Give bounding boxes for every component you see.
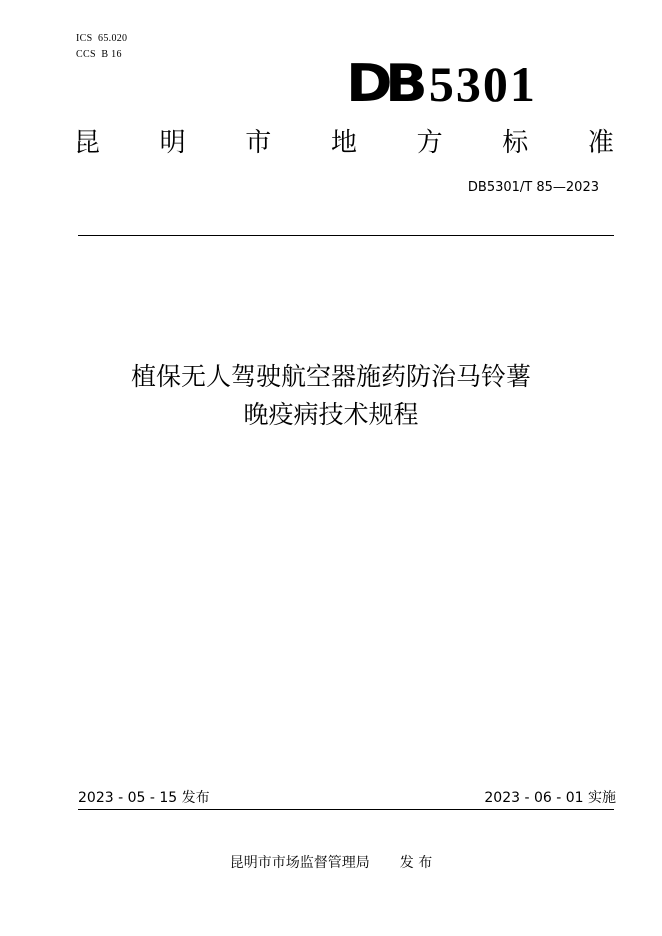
standard-type-char: 准 bbox=[587, 128, 614, 158]
standard-code: DB5301/T 85—2023 bbox=[467, 180, 599, 195]
date-row bbox=[78, 788, 616, 808]
standard-type-char: 标 bbox=[502, 128, 529, 158]
release-date: 2023 - 05 - 15 发布 bbox=[78, 790, 210, 806]
db-logo-number: 5301 bbox=[428, 56, 537, 112]
document-title bbox=[50, 358, 612, 434]
footer-divider bbox=[78, 809, 614, 810]
title-line-2: 晚疫病技术规程 bbox=[243, 400, 419, 429]
standard-type-heading bbox=[72, 126, 616, 160]
standard-type-char: 地 bbox=[330, 128, 357, 158]
standard-type-char: 方 bbox=[416, 128, 443, 158]
issuer-line bbox=[0, 852, 662, 874]
header-divider bbox=[78, 235, 614, 236]
standard-type-char: 市 bbox=[245, 128, 272, 158]
db-logo-prefix: DB bbox=[346, 54, 421, 114]
implementation-date: 2023 - 06 - 01 实施 bbox=[484, 790, 616, 806]
ccs-code: CCS B 16 bbox=[76, 49, 122, 60]
issuer-action: 发 布 bbox=[399, 855, 433, 871]
standard-type-char: 明 bbox=[159, 128, 186, 158]
classification-codes bbox=[76, 31, 127, 63]
issuer-name: 昆明市市场监督管理局 bbox=[229, 855, 370, 871]
title-line-1: 植保无人驾驶航空器施药防治马铃薯 bbox=[130, 362, 531, 391]
db-logo bbox=[346, 54, 537, 114]
standard-type-char: 昆 bbox=[73, 128, 100, 158]
ics-code: ICS 65.020 bbox=[76, 33, 128, 44]
